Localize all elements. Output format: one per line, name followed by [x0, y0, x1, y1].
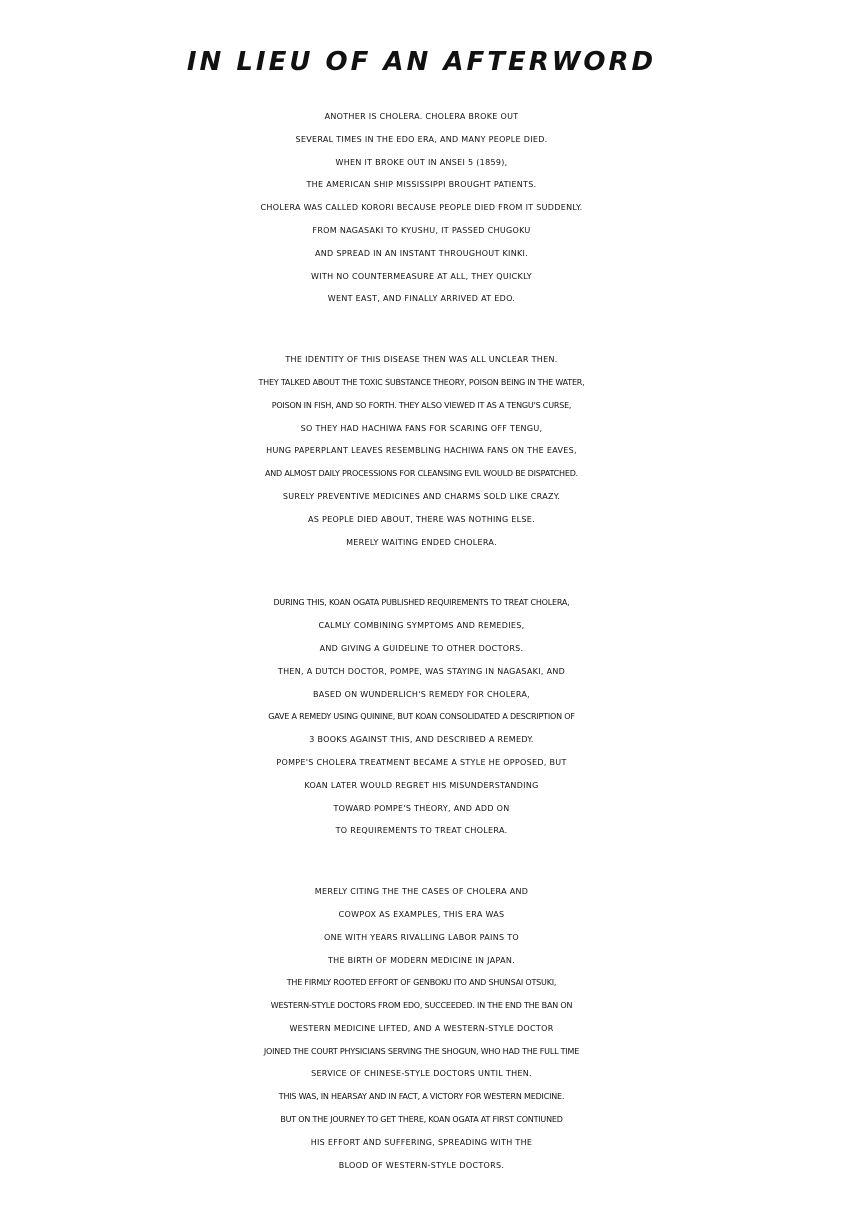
text-line: THE IDENTITY OF THIS DISEASE THEN WAS ALL UNCLEAR THEN. — [285, 355, 558, 365]
text-line: BASED ON WUNDERLICH'S REMEDY FOR CHOLERA, — [312, 689, 531, 699]
text-line: WHEN IT BROKE OUT IN ANSEI 5 (1859), — [335, 157, 508, 167]
text-line: 3 BOOKS AGAINST THIS, AND DESCRIBED A REMEDY. — [309, 735, 534, 745]
text-line: THE BIRTH OF MODERN MEDICINE IN JAPAN. — [327, 955, 515, 965]
text-line: TO REQUIREMENTS TO TREAT CHOLERA. — [335, 826, 508, 836]
afterword-body — [0, 106, 843, 1215]
text-line: BUT ON THE JOURNEY TO GET THERE, KOAN OGATA AT FIRST CONTIUNED — [280, 1115, 563, 1125]
text-line: POISON IN FISH, AND SO FORTH. THEY ALSO VIEWED IT AS A TENGU'S CURSE, — [271, 400, 572, 410]
text-line: KOAN LATER WOULD REGRET HIS MISUNDERSTANDING — [304, 780, 539, 790]
text-line: CHOLERA WAS CALLED KORORI BECAUSE PEOPLE DIED FROM IT SUDDENLY. — [260, 203, 583, 213]
text-line: POMPE'S CHOLERA TREATMENT BECAME A STYLE HE OPPOSED, BUT — [276, 757, 567, 767]
text-line: SEVERAL TIMES IN THE EDO ERA, AND MANY PEOPLE DIED. — [295, 134, 548, 144]
text-line: JOINED THE COURT PHYSICIANS SERVING THE SHOGUN, WHO HAD THE FULL TIME — [263, 1046, 580, 1056]
paragraph-disease-identity — [0, 349, 843, 554]
text-line: FROM NAGASAKI TO KYUSHU, IT PASSED CHUGOKU — [312, 225, 531, 235]
text-line: SO THEY HAD HACHIWA FANS FOR SCARING OFF TENGU, — [300, 423, 543, 433]
text-line: MERELY CITING THE THE CASES OF CHOLERA AND — [314, 887, 529, 897]
text-line: COWPOX AS EXAMPLES, THIS ERA WAS — [338, 909, 505, 919]
text-line: SURELY PREVENTIVE MEDICINES AND CHARMS SOLD LIKE CRAZY. — [282, 491, 561, 501]
paragraph-cholera-outbreak — [0, 106, 843, 311]
page-title: IN LIEU OF AN AFTERWORD — [186, 47, 657, 77]
text-line: WENT EAST, AND FINALLY ARRIVED AT EDO. — [327, 294, 516, 304]
text-line: MERELY WAITING ENDED CHOLERA. — [346, 537, 497, 547]
text-line: SERVICE OF CHINESE-STYLE DOCTORS UNTIL THEN. — [311, 1069, 532, 1079]
text-line: AND SPREAD IN AN INSTANT THROUGHOUT KINKI. — [314, 248, 529, 258]
paragraph-modern-medicine — [0, 881, 843, 1177]
text-line: AS PEOPLE DIED ABOUT, THERE WAS NOTHING ELSE. — [307, 514, 535, 524]
text-line: AND GIVING A GUIDELINE TO OTHER DOCTORS. — [319, 643, 524, 653]
text-line: HIS EFFORT AND SUFFERING, SPREADING WITH THE — [310, 1137, 533, 1147]
text-line: BLOOD OF WESTERN-STYLE DOCTORS. — [338, 1160, 505, 1170]
text-line: ANOTHER IS CHOLERA. CHOLERA BROKE OUT — [324, 112, 519, 121]
text-line: ONE WITH YEARS RIVALLING LABOR PAINS TO — [323, 932, 520, 942]
text-line: HUNG PAPERPLANT LEAVES RESEMBLING HACHIWA FANS ON THE EAVES, — [266, 446, 577, 456]
text-line: THE AMERICAN SHIP MISSISSIPPI BROUGHT PATIENTS. — [306, 180, 537, 190]
paragraph-koan-ogata — [0, 592, 843, 843]
text-line: THE FIRMLY ROOTED EFFORT OF GENBOKU ITO AND SHUNSAI OTSUKI, — [286, 978, 557, 988]
text-line: THEN, A DUTCH DOCTOR, POMPE, WAS STAYING IN NAGASAKI, AND — [277, 666, 566, 676]
text-line: WITH NO COUNTERMEASURE AT ALL, THEY QUICKLY — [311, 271, 532, 281]
text-line: THEY TALKED ABOUT THE TOXIC SUBSTANCE THEORY, POISON BEING IN THE WATER, — [258, 377, 585, 387]
text-line: WESTERN MEDICINE LIFTED, AND A WESTERN-STYLE DOCTOR — [289, 1023, 554, 1033]
text-line: TOWARD POMPE'S THEORY, AND ADD ON — [333, 803, 510, 813]
text-line: AND ALMOST DAILY PROCESSIONS FOR CLEANSING EVIL WOULD BE DISPATCHED. — [264, 469, 579, 479]
text-line: GAVE A REMEDY USING QUININE, BUT KOAN CONSOLIDATED A DESCRIPTION OF — [268, 712, 575, 722]
text-line: WESTERN-STYLE DOCTORS FROM EDO, SUCCEEDED. IN THE END THE BAN ON — [270, 1001, 573, 1011]
text-line: DURING THIS, KOAN OGATA PUBLISHED REQUIREMENTS TO TREAT CHOLERA, — [273, 598, 570, 608]
text-line: CALMLY COMBINING SYMPTOMS AND REMEDIES, — [318, 621, 525, 631]
text-line: THIS WAS, IN HEARSAY AND IN FACT, A VICTORY FOR WESTERN MEDICINE. — [278, 1092, 565, 1102]
